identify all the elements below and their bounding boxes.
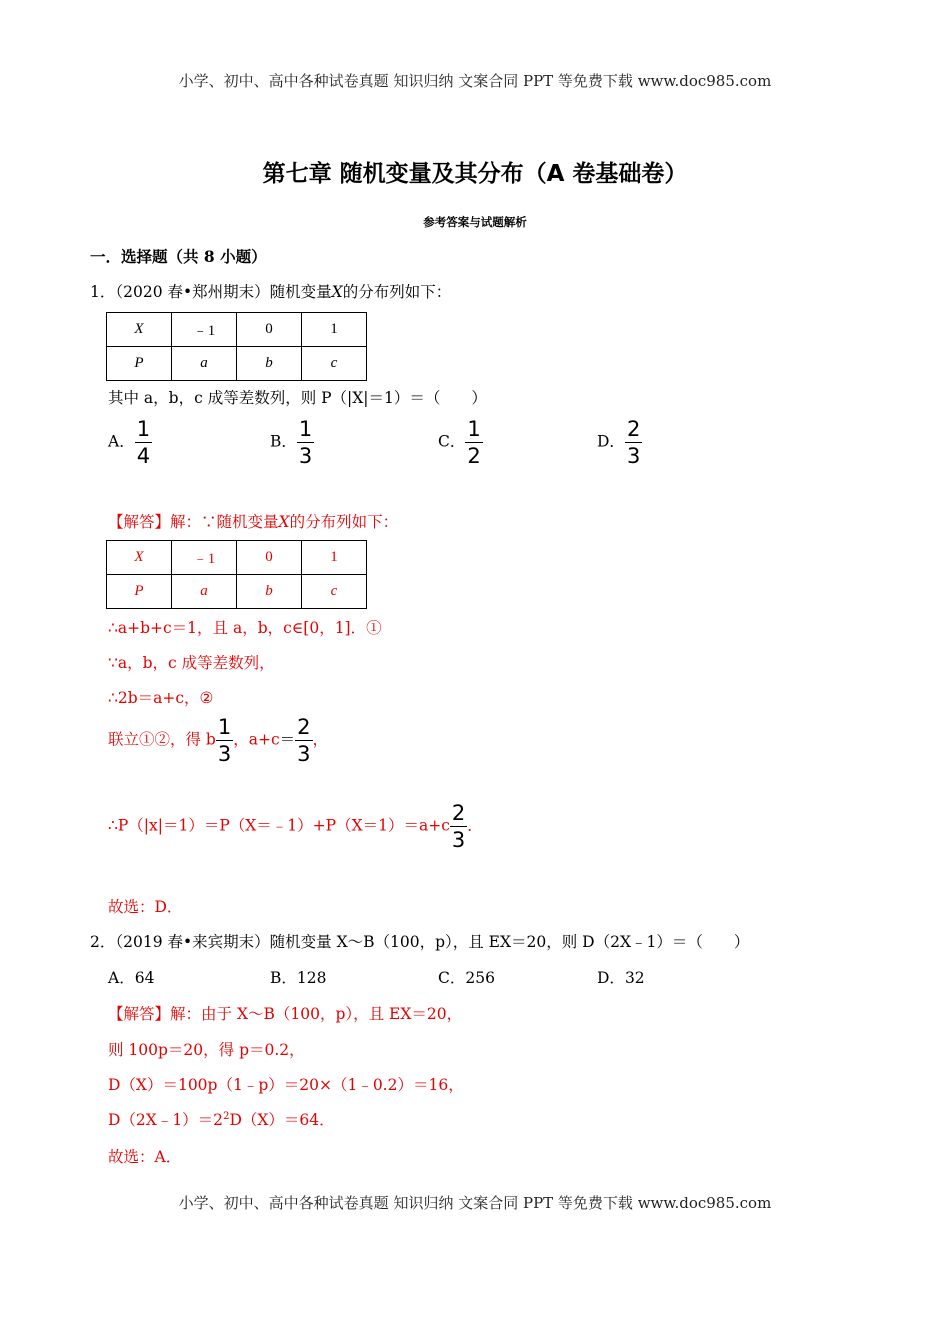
solution-1-line-1: ∴a+b+c＝1，且 a，b，c∈[0，1]．① xyxy=(108,619,382,637)
table-cell: X xyxy=(107,541,172,575)
option-c: C．256 xyxy=(438,969,495,987)
option-d xyxy=(597,418,642,467)
question-1-condition: 其中 a，b，c 成等差数列，则 P（|X|＝1）＝（ ） xyxy=(108,389,487,407)
solution-tag: 【解答】 xyxy=(108,513,171,531)
option-c xyxy=(438,418,483,467)
table-cell: a xyxy=(172,575,237,609)
table-cell: P xyxy=(107,347,172,381)
solution-2-line-3: $D(2X﹣1)=2^2D(X)=64$． xyxy=(108,1110,335,1129)
option-d: D．32 xyxy=(597,969,645,987)
table-cell: ﹣1 xyxy=(172,541,237,575)
question-number: 1． xyxy=(90,283,116,301)
option-b: B．128 xyxy=(270,969,327,987)
table-cell: c xyxy=(302,575,367,609)
option-fraction: $\frac{1}{3}$ xyxy=(298,417,313,468)
solution-1-line-5: ∴P（|x|＝1）＝P（X＝﹣1）+P（X＝1）＝a+c $\frac{2}{3}$ ． xyxy=(108,801,483,852)
table-cell: b xyxy=(237,347,302,381)
table-cell: P xyxy=(107,575,172,609)
table-cell: a xyxy=(172,347,237,381)
table-row xyxy=(107,313,367,347)
table-row xyxy=(107,541,367,575)
solution-tag: 【解答】 xyxy=(108,1005,171,1023)
option-b xyxy=(270,418,314,467)
table-row xyxy=(107,347,367,381)
page-subtitle: 参考答案与试题解析 xyxy=(423,215,527,229)
table-cell: 0 xyxy=(237,541,302,575)
section-heading: 一．选择题（共 8 小题） xyxy=(90,247,267,266)
question-1-stem xyxy=(90,280,451,302)
fraction: $\frac{2}{3}$ xyxy=(297,715,311,766)
option-fraction: $\frac{1}{2}$ xyxy=(467,417,481,468)
option-fraction: $\frac{1}{4}$ xyxy=(136,417,151,468)
option-label: A． xyxy=(108,432,135,451)
table-cell: X xyxy=(107,313,172,347)
fraction: $\frac{1}{3}$ xyxy=(217,715,232,766)
page-title: 第七章 随机变量及其分布（A 卷基础卷） xyxy=(262,161,688,187)
option-label: D． xyxy=(597,432,625,451)
solution-distribution-table xyxy=(106,540,367,609)
page-footer: 小学、初中、高中各种试卷真题 知识归纳 文案合同 PPT 等免费下载 www.doc985.com xyxy=(178,1194,772,1212)
solution-1-line-2: ∵a，b，c 成等差数列， xyxy=(108,654,275,672)
table-cell: c xyxy=(302,347,367,381)
solution-1-conclusion: 故选：D． xyxy=(108,898,183,916)
table-cell: 1 xyxy=(302,541,367,575)
question-number: 2． xyxy=(90,933,116,951)
table-row xyxy=(107,575,367,609)
option-a: A．64 xyxy=(108,969,155,987)
distribution-table xyxy=(106,312,367,381)
option-a xyxy=(108,418,152,467)
question-2-stem xyxy=(90,930,749,952)
page-header: 小学、初中、高中各种试卷真题 知识归纳 文案合同 PPT 等免费下载 www.doc985.com xyxy=(178,72,772,90)
solution-2-line-2: D（X）＝100p（1﹣p）＝20×（1﹣0.2）＝16， xyxy=(108,1076,464,1094)
solution-2-conclusion: 故选：A． xyxy=(108,1148,182,1166)
solution-1-intro: 【解答】解：∵随机变量X的分布列如下： xyxy=(108,513,399,531)
question-text: （2019 春•来宾期末）随机变量 X～B（100，p），且 EX＝20，则 D（2X﹣1）＝（ ） xyxy=(115,933,750,951)
table-cell: 0 xyxy=(237,313,302,347)
option-label: C． xyxy=(438,432,466,451)
option-label: B． xyxy=(270,432,297,451)
fraction: $\frac{2}{3}$ xyxy=(451,801,466,852)
solution-1-line-4: 联立①②，得 b $\frac{1}{3}$ ，a+c＝ $\frac{2}{3}$ ， xyxy=(108,715,329,766)
solution-2-line-1: 则 100p＝20，得 p＝0.2， xyxy=(108,1041,305,1059)
table-cell: ﹣1 xyxy=(172,313,237,347)
option-fraction: $\frac{2}{3}$ xyxy=(626,417,641,468)
question-text: 的分布列如下： xyxy=(342,283,452,301)
solution-2-line-0: 【解答】解：由于 X～B（100，p），且 EX＝20， xyxy=(108,1005,463,1023)
table-cell: 1 xyxy=(302,313,367,347)
question-source: （2020 春•郑州期末）随机变量 xyxy=(115,283,332,301)
variable-x: X xyxy=(331,283,343,301)
table-cell: b xyxy=(237,575,302,609)
solution-1-line-3: ∴2b＝a+c，② xyxy=(108,689,214,707)
